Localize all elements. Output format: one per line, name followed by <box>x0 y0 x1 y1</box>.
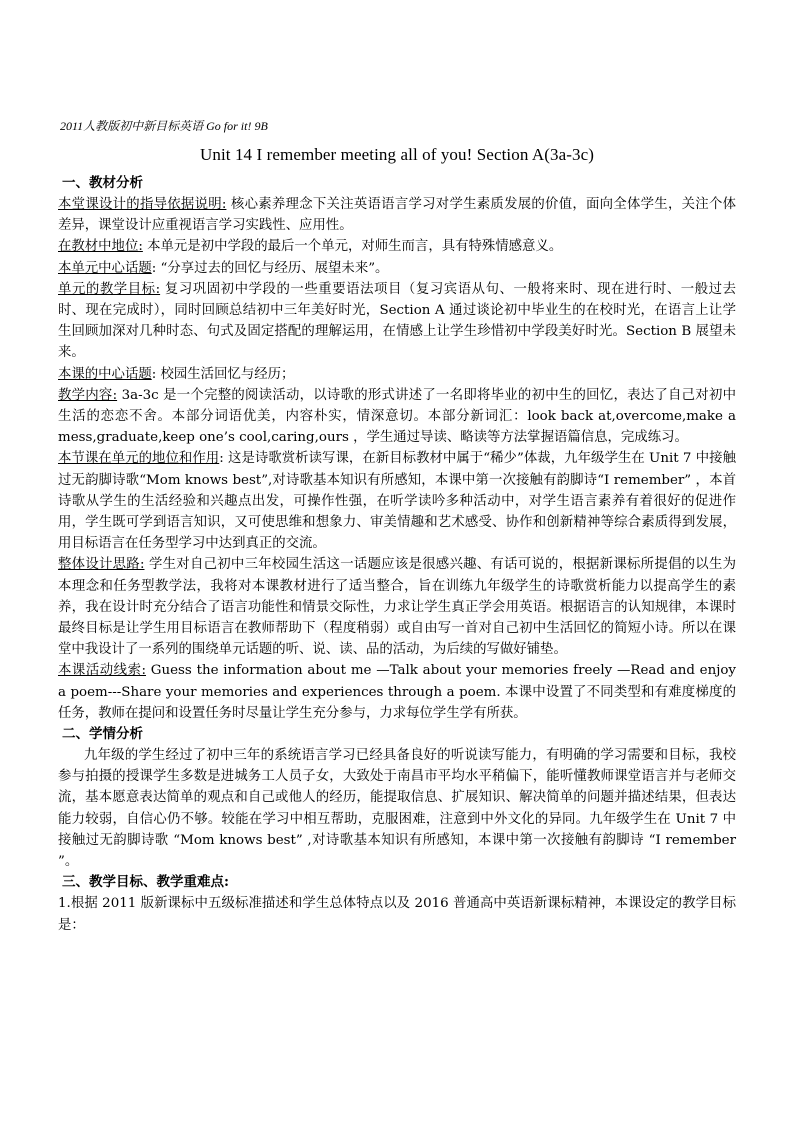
section-heading-3: 三、教学目标、教学重难点: <box>62 874 229 891</box>
label-position: 在教材中地位: <box>58 239 143 255</box>
text-unit-topic: : “分享过去的回忆与经历、展望未来”。 <box>151 260 389 276</box>
paragraph-unit-topic <box>58 258 736 279</box>
doc-title: Unit 14 I remember meeting all of you! Section A(3a-3c) <box>199 145 595 164</box>
label-unit-topic: 本单元中心话题 <box>58 260 152 276</box>
label-guidance: 本堂课设计的指导依据说明: <box>58 197 227 212</box>
paragraph-unit-goals <box>58 279 736 364</box>
doc-header: 2011人教版初中新目标英语 Go for it! 9B <box>60 119 268 133</box>
section-heading-1: 一、教材分析 <box>62 175 143 191</box>
paragraph-design <box>58 554 736 660</box>
text-lesson-topic: : 校园生活回忆与经历； <box>151 366 295 382</box>
label-lesson-topic: 本课的中心话题 <box>58 366 152 382</box>
text-design: 学生对自己初中三年校园生活这一话题应该是很感兴趣、有话可说的，根据新课标所提倡的以生为本理念和任务型教学法，我将对本课教材进行了适当整合，旨在训练九年级学生的诗歌赏析能力以提高学生的素养，我在设计时充分结合了语言功能性和情景交际性，力求让学生真正学会用英语。根据语言的认知规律，本课时最终目标是让学生用目标语言在教师帮助下（程度稍弱）或自由写一首对自己初中生活回忆的简短小诗。所以在课堂中我设计了一系列的围绕单元话题的听、说、读、品的活动，为后续的写做好铺垫。 <box>58 557 736 658</box>
label-content: 教学内容: <box>58 387 118 403</box>
label-role: 本节课在单元的地位和作用 <box>58 451 220 467</box>
text-content: 3a-3c 是一个完整的阅读活动，以诗歌的形式讲述了一名即将毕业的初中生的回忆，表达了自己对初中生活的恋恋不舍。本部分词语优美，内容朴实，情深意切。本部分新词汇：look back at,overcome,make a mess,graduate,keep one’s cool,caring,ours ，学生通过导读、略读等方法掌握语篇信息，完成练习。 <box>58 387 736 446</box>
text-unit-goals: 复习巩固初中学段的一些重要语法项目（复习宾语从句、一般将来时、现在进行时、一般过去时、现在完成时），同时回顾总结初中三年美好时光，Section A 通过谈论初中毕业生的在校时光，在语言上让学生回顾加深对几种时态、句式及固定搭配的理解运用，在情感上让学生珍惜初中学段美好时光。Section B 展望未来。 <box>58 281 736 361</box>
paragraph-guidance <box>58 194 736 236</box>
label-unit-goals: 单元的教学目标: <box>58 281 161 297</box>
text-role: : 这是诗歌赏析读写课，在新目标教材中属于“稀少”体裁，九年级学生在 Unit 7 中接触过无韵脚诗歌“Mom knows best”,对诗歌基本知识有所感知，本课中第一次接触有韵脚诗“I remember” ，本首诗歌从学生的生活经验和兴趣点出发，可操作性强，在听学读吟多种活动中，对学生语言素养有着很好的促进作用，学生既可学到语言知识，又可使思维和想象力、审美情趣和艺术感受、协作和创新精神等综合素质得到发展，用目标语言在任务型学习中达到真正的交流。 <box>58 451 737 552</box>
paragraph-students: 九年级的学生经过了初中三年的系统语言学习已经具备良好的听说读写能力，有明确的学习需要和目标，我校参与拍摄的授课学生多数是进城务工人员子女，大致处于南昌市平均水平稍偏下，能听懂教师课堂语言并与老师交流，基本愿意表达简单的观点和自己或他人的经历，能提取信息、扩展知识、解决简单的问题并描述结果，但表达能力较弱，自信心仍不够。较能在学习中相互帮助，克服困难，注意到中外文化的异同。九年级学生在 Unit 7 中接触过无韵脚诗歌 “Mom knows best” ,对诗歌基本知识有所感知，本课中第一次接触有韵脚诗 “I remember ”。 <box>58 748 736 870</box>
label-design: 整体设计思路: <box>58 557 145 573</box>
paragraph-position <box>58 236 736 257</box>
text-guidance: 核心素养理念下关注英语语言学习对学生素质发展的价值，面向全体学生，关注个体差异，课堂设计应重视语言学习实践性、应用性。 <box>58 197 736 234</box>
text-activities: Guess the information about me —Talk about your memories freely —Read and enjoy a poem---Share your memories and experiences through a poem. 本课中设置了不同类型和有难度梯度的任务，教师在提问和设置任务时尽量让学生充分参与，力求每位学生学有所获。 <box>58 663 737 721</box>
text-position: 本单元是初中学段的最后一个单元，对师生而言，具有特殊情感意义。 <box>142 239 563 255</box>
paragraph-content <box>58 385 736 449</box>
paragraph-role <box>58 448 736 554</box>
label-activities: 本课活动线索: <box>58 663 147 679</box>
paragraph-lesson-topic <box>58 364 736 385</box>
paragraph-goals: 1.根据 2011 版新课标中五级标准描述和学生总体特点以及 2016 普通高中英语新课标精神，本课设定的教学目标是： <box>58 896 736 933</box>
paragraph-activities <box>58 660 736 724</box>
section-heading-2: 二、学情分析 <box>62 726 143 743</box>
